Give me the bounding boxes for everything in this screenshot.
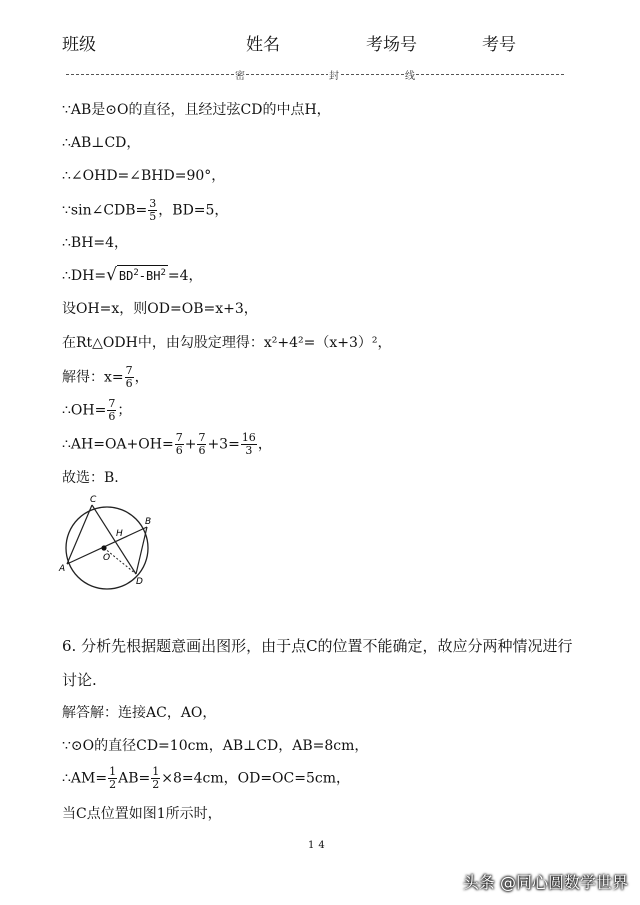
- seal-label-2: 封: [328, 67, 340, 82]
- solution6-line6: 当C点位置如图1所示时，: [62, 806, 222, 822]
- radicand-part2: -BH: [138, 269, 161, 283]
- fraction-numerator: 1: [152, 765, 160, 778]
- fraction-denominator: 6: [198, 444, 206, 457]
- solution5-line11-mid: +3=: [207, 436, 240, 453]
- chord-cd: [92, 505, 136, 574]
- fraction-7-6: [107, 398, 116, 423]
- solution5-line6-a: ∴DH=: [62, 268, 107, 284]
- class-label: 班级: [62, 35, 96, 55]
- fraction-denominator: 2: [109, 778, 117, 791]
- room-label: 考场号: [366, 35, 417, 55]
- page-number: 14: [308, 840, 329, 851]
- fraction-1-2: [151, 766, 160, 791]
- seal-label-1: 密: [234, 67, 246, 82]
- name-label: 姓名: [246, 35, 280, 55]
- label-c: C: [90, 495, 97, 505]
- radical-sign: √: [106, 265, 117, 285]
- chord-ac: [67, 505, 92, 564]
- label-a: A: [59, 564, 66, 574]
- solution6-line4: ∵⊙O的直径CD=10cm，AB⊥CD，AB=8cm，: [62, 738, 369, 754]
- solution5-line10-a: ∴OH=: [62, 402, 107, 419]
- seal-line: [66, 66, 564, 82]
- solution6-line5-a: ∴AM=: [62, 770, 108, 787]
- fraction-denominator: 3: [245, 444, 253, 457]
- fraction-numerator: 7: [125, 364, 133, 377]
- solution5-line6: [62, 265, 203, 286]
- solution5-line4-a: ∵sin∠CDB=: [62, 202, 148, 219]
- solution5-line10: [62, 398, 131, 423]
- exponent: 2: [133, 268, 139, 278]
- fraction-1-2: [108, 766, 117, 791]
- seal-dash: [66, 74, 564, 75]
- solution5-line11-b: ，: [257, 436, 272, 453]
- solution5-line4: [62, 198, 228, 223]
- fraction-numerator: 7: [108, 397, 116, 410]
- number-label: 考号: [482, 35, 516, 55]
- solution5-line9-b: ，: [134, 369, 149, 386]
- solution6-line5-mid: AB=: [118, 770, 151, 787]
- solution6-line5-b: ×8=4cm，OD=OC=5cm，: [161, 770, 351, 787]
- radicand-part1: BD: [118, 269, 134, 283]
- exponent: 2: [160, 268, 166, 278]
- label-h: H: [116, 529, 123, 539]
- label-b: B: [145, 517, 152, 527]
- solution6-line2: 讨论.: [62, 671, 97, 689]
- radicand: [117, 265, 168, 283]
- center-point-o: [101, 545, 106, 550]
- fraction-denominator: 6: [175, 444, 183, 457]
- fraction-denominator: 5: [149, 210, 157, 223]
- watermark-text: 头条 @同心圆数学世界: [462, 873, 628, 892]
- chord-bd: [136, 527, 147, 574]
- fraction-numerator: 16: [241, 431, 256, 444]
- solution5-line11: [62, 432, 272, 457]
- label-d: D: [136, 577, 143, 587]
- solution5-line9: [62, 365, 149, 390]
- solution5-line1: ∵AB是⊙O的直径，且经过弦CD的中点H，: [62, 102, 331, 118]
- solution6-line3: 解答解：连接AC，AO，: [62, 705, 217, 721]
- solution5-line6-b: =4，: [167, 268, 203, 284]
- fraction-denominator: 2: [152, 778, 160, 791]
- fraction-numerator: 3: [149, 197, 157, 210]
- solution5-line12: 故选：B.: [62, 470, 119, 486]
- solution5-line8: 在Rt△ODH中，由勾股定理得：x²+4²=（x+3）²，: [62, 335, 392, 351]
- fraction-7-6: [125, 365, 134, 390]
- label-o: O: [103, 553, 111, 563]
- fraction-7-6: [197, 432, 206, 457]
- solution5-line11-a: ∴AH=OA+OH=: [62, 436, 174, 453]
- solution5-line10-b: ；: [117, 402, 132, 419]
- solution6-line1: 6. 分析先根据题意画出图形，由于点C的位置不能确定，故应分两种情况进行: [62, 637, 573, 655]
- fraction-denominator: 6: [108, 410, 116, 423]
- seal-label-3: 线: [404, 67, 416, 82]
- solution5-line7: 设OH=x，则OD=OB=x+3，: [62, 301, 258, 317]
- fraction-denominator: 6: [125, 377, 133, 390]
- solution5-line4-b: ，BD=5，: [158, 202, 229, 219]
- fraction-numerator: 7: [198, 431, 206, 444]
- solution5-line2: ∴AB⊥CD，: [62, 135, 141, 151]
- fraction-3-5: [148, 198, 157, 223]
- solution5-line5: ∴BH=4，: [62, 235, 129, 251]
- fraction-16-3: [241, 432, 257, 457]
- fraction-7-6: [175, 432, 184, 457]
- plus-sign: +: [184, 436, 197, 453]
- fraction-numerator: 1: [109, 765, 117, 778]
- solution6-line5: [62, 766, 350, 791]
- solution5-line3: ∴∠OHD=∠BHD=90°，: [62, 168, 226, 184]
- exam-header: [62, 30, 582, 54]
- circle-figure: [54, 492, 164, 592]
- solution5-line9-a: 解得：x=: [62, 369, 124, 386]
- fraction-numerator: 7: [175, 431, 183, 444]
